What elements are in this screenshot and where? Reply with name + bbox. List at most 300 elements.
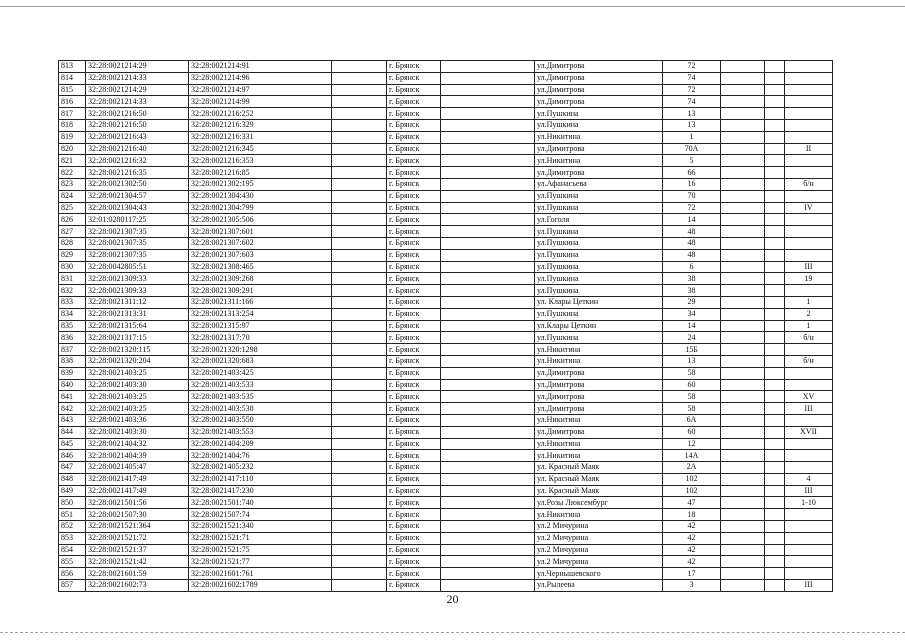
house-number-cell: 102 [663, 485, 721, 497]
land-cadastral-number-cell: 32:28:0021403:30 [86, 379, 189, 391]
table-row [59, 202, 833, 214]
blank-column-b-cell [441, 131, 535, 143]
object-cadastral-number-cell: 32:28:0021311:166 [189, 296, 332, 308]
row-number-cell: 818 [59, 119, 86, 131]
city-name-cell: г. Брянск [387, 485, 441, 497]
blank-column-c-cell [721, 131, 765, 143]
row-number-cell: 841 [59, 391, 86, 403]
blank-column-c-cell [721, 214, 765, 226]
blank-column-c-cell [721, 332, 765, 344]
city-name-cell: г. Брянск [387, 261, 441, 273]
street-name-cell: ул.Никитина [535, 344, 663, 356]
city-name-cell: г. Брянск [387, 285, 441, 297]
street-name-cell: ул.Пушкина [535, 202, 663, 214]
object-cadastral-number-cell: 32:28:0021214:91 [189, 61, 332, 73]
table-row [59, 438, 833, 450]
blank-column-d-cell [765, 320, 785, 332]
blank-column-c-cell [721, 521, 765, 533]
object-cadastral-number-cell: 32:28:0021320:683 [189, 355, 332, 367]
land-cadastral-number-cell: 32:28:0021216:50 [86, 119, 189, 131]
street-name-cell: ул.Пушкина [535, 308, 663, 320]
table-row [59, 237, 833, 249]
object-cadastral-number-cell: 32:28:0021601:761 [189, 568, 332, 580]
apartment-number-cell [785, 344, 833, 356]
house-number-cell: 74 [663, 96, 721, 108]
object-cadastral-number-cell: 32:28:0021216:353 [189, 155, 332, 167]
blank-column-c-cell [721, 473, 765, 485]
apartment-number-cell [785, 226, 833, 238]
object-cadastral-number-cell: 32:28:0021403:553 [189, 426, 332, 438]
object-cadastral-number-cell: 32:28:0021507:74 [189, 509, 332, 521]
city-name-cell: г. Брянск [387, 214, 441, 226]
table-row [59, 84, 833, 96]
table-row [59, 261, 833, 273]
row-number-cell: 836 [59, 332, 86, 344]
apartment-number-cell: III [785, 261, 833, 273]
city-name-cell: г. Брянск [387, 426, 441, 438]
blank-column-b-cell [441, 450, 535, 462]
house-number-cell: 38 [663, 285, 721, 297]
city-name-cell: г. Брянск [387, 108, 441, 120]
table-row [59, 509, 833, 521]
blank-column-a-cell [332, 462, 387, 474]
blank-column-b-cell [441, 202, 535, 214]
street-name-cell: ул.Димитрова [535, 167, 663, 179]
land-cadastral-number-cell: 32:28:0021216:50 [86, 108, 189, 120]
city-name-cell: г. Брянск [387, 521, 441, 533]
land-cadastral-number-cell: 32:28:0021309:33 [86, 273, 189, 285]
blank-column-b-cell [441, 237, 535, 249]
house-number-cell: 13 [663, 108, 721, 120]
city-name-cell: г. Брянск [387, 190, 441, 202]
object-cadastral-number-cell: 32:28:0021307:603 [189, 249, 332, 261]
row-number-cell: 827 [59, 226, 86, 238]
blank-column-c-cell [721, 155, 765, 167]
street-name-cell: ул.Клары Цеткин [535, 320, 663, 332]
blank-column-d-cell [765, 497, 785, 509]
blank-column-b-cell [441, 391, 535, 403]
house-number-cell: 13 [663, 119, 721, 131]
table-row [59, 108, 833, 120]
blank-column-a-cell [332, 155, 387, 167]
house-number-cell: 6А [663, 414, 721, 426]
blank-column-d-cell [765, 344, 785, 356]
row-number-cell: 854 [59, 544, 86, 556]
house-number-cell: 17 [663, 568, 721, 580]
blank-column-b-cell [441, 497, 535, 509]
city-name-cell: г. Брянск [387, 155, 441, 167]
object-cadastral-number-cell: 32:28:0021216:252 [189, 108, 332, 120]
house-number-cell: 38 [663, 273, 721, 285]
table-row [59, 462, 833, 474]
blank-column-b-cell [441, 96, 535, 108]
street-name-cell: ул. Красный Маяк [535, 473, 663, 485]
object-cadastral-number-cell: 32:28:0021404:209 [189, 438, 332, 450]
blank-column-c-cell [721, 367, 765, 379]
land-cadastral-number-cell: 32:28:0021307:35 [86, 249, 189, 261]
table-row [59, 485, 833, 497]
blank-column-a-cell [332, 190, 387, 202]
city-name-cell: г. Брянск [387, 509, 441, 521]
blank-column-b-cell [441, 143, 535, 155]
blank-column-d-cell [765, 190, 785, 202]
apartment-number-cell [785, 131, 833, 143]
blank-column-d-cell [765, 556, 785, 568]
house-number-cell: 14А [663, 450, 721, 462]
street-name-cell: ул.Пушкина [535, 261, 663, 273]
table-row [59, 61, 833, 73]
table-row [59, 391, 833, 403]
blank-column-c-cell [721, 261, 765, 273]
house-number-cell: 14 [663, 320, 721, 332]
blank-column-c-cell [721, 379, 765, 391]
row-number-cell: 846 [59, 450, 86, 462]
house-number-cell: 15Б [663, 344, 721, 356]
blank-column-d-cell [765, 355, 785, 367]
row-number-cell: 817 [59, 108, 86, 120]
apartment-number-cell [785, 96, 833, 108]
blank-column-a-cell [332, 509, 387, 521]
blank-column-c-cell [721, 438, 765, 450]
object-cadastral-number-cell: 32:28:0021304:430 [189, 190, 332, 202]
house-number-cell: 60 [663, 426, 721, 438]
row-number-cell: 813 [59, 61, 86, 73]
house-number-cell: 24 [663, 332, 721, 344]
city-name-cell: г. Брянск [387, 202, 441, 214]
land-cadastral-number-cell: 32:28:0021216:35 [86, 167, 189, 179]
land-cadastral-number-cell: 32:28:0021403:25 [86, 391, 189, 403]
blank-column-a-cell [332, 344, 387, 356]
blank-column-b-cell [441, 190, 535, 202]
row-number-cell: 851 [59, 509, 86, 521]
land-cadastral-number-cell: 32:28:0021302:50 [86, 178, 189, 190]
apartment-number-cell: 1 [785, 296, 833, 308]
apartment-number-cell [785, 414, 833, 426]
blank-column-a-cell [332, 332, 387, 344]
apartment-number-cell [785, 509, 833, 521]
apartment-number-cell: 2 [785, 308, 833, 320]
apartment-number-cell [785, 450, 833, 462]
blank-column-d-cell [765, 462, 785, 474]
apartment-number-cell [785, 72, 833, 84]
apartment-number-cell: 1-10 [785, 497, 833, 509]
house-number-cell: 48 [663, 226, 721, 238]
city-name-cell: г. Брянск [387, 344, 441, 356]
table-row [59, 96, 833, 108]
city-name-cell: г. Брянск [387, 237, 441, 249]
blank-column-c-cell [721, 320, 765, 332]
street-name-cell: ул. Красный Маяк [535, 462, 663, 474]
blank-column-c-cell [721, 108, 765, 120]
apartment-number-cell [785, 544, 833, 556]
object-cadastral-number-cell: 32:28:0021417:110 [189, 473, 332, 485]
row-number-cell: 844 [59, 426, 86, 438]
row-number-cell: 824 [59, 190, 86, 202]
row-number-cell: 830 [59, 261, 86, 273]
street-name-cell: ул.Димитрова [535, 426, 663, 438]
table-row [59, 131, 833, 143]
street-name-cell: ул.Никитина [535, 438, 663, 450]
city-name-cell: г. Брянск [387, 72, 441, 84]
city-name-cell: г. Брянск [387, 61, 441, 73]
object-cadastral-number-cell: 32:28:0021307:602 [189, 237, 332, 249]
house-number-cell: 34 [663, 308, 721, 320]
house-number-cell: 102 [663, 473, 721, 485]
blank-column-c-cell [721, 509, 765, 521]
street-name-cell: ул.Димитрова [535, 72, 663, 84]
blank-column-b-cell [441, 119, 535, 131]
table-row [59, 568, 833, 580]
row-number-cell: 834 [59, 308, 86, 320]
row-number-cell: 850 [59, 497, 86, 509]
city-name-cell: г. Брянск [387, 320, 441, 332]
apartment-number-cell [785, 367, 833, 379]
blank-column-b-cell [441, 379, 535, 391]
land-cadastral-number-cell: 32:28:0021214:33 [86, 96, 189, 108]
blank-column-a-cell [332, 320, 387, 332]
object-cadastral-number-cell: 32:28:0021216:345 [189, 143, 332, 155]
blank-column-c-cell [721, 391, 765, 403]
blank-column-c-cell [721, 178, 765, 190]
house-number-cell: 48 [663, 237, 721, 249]
row-number-cell: 856 [59, 568, 86, 580]
row-number-cell: 840 [59, 379, 86, 391]
row-number-cell: 845 [59, 438, 86, 450]
blank-column-a-cell [332, 426, 387, 438]
land-cadastral-number-cell: 32:28:0021601:59 [86, 568, 189, 580]
row-number-cell: 821 [59, 155, 86, 167]
city-name-cell: г. Брянск [387, 414, 441, 426]
table-row [59, 72, 833, 84]
land-cadastral-number-cell: 32:28:0021320:115 [86, 344, 189, 356]
land-cadastral-number-cell: 32:28:0021403:36 [86, 414, 189, 426]
blank-column-a-cell [332, 580, 387, 592]
table-row [59, 249, 833, 261]
blank-column-b-cell [441, 84, 535, 96]
blank-column-b-cell [441, 249, 535, 261]
row-number-cell: 842 [59, 403, 86, 415]
apartment-number-cell [785, 285, 833, 297]
object-cadastral-number-cell: 32:28:0021214:97 [189, 84, 332, 96]
blank-column-a-cell [332, 379, 387, 391]
blank-column-a-cell [332, 202, 387, 214]
blank-column-a-cell [332, 261, 387, 273]
street-name-cell: ул.Пушкина [535, 285, 663, 297]
blank-column-d-cell [765, 143, 785, 155]
blank-column-a-cell [332, 414, 387, 426]
house-number-cell: 58 [663, 367, 721, 379]
city-name-cell: г. Брянск [387, 391, 441, 403]
blank-column-a-cell [332, 96, 387, 108]
land-cadastral-number-cell: 32:28:0021304:43 [86, 202, 189, 214]
land-cadastral-number-cell: 32:28:0021403:25 [86, 403, 189, 415]
table-row [59, 521, 833, 533]
blank-column-b-cell [441, 72, 535, 84]
blank-column-c-cell [721, 84, 765, 96]
blank-column-c-cell [721, 462, 765, 474]
apartment-number-cell [785, 249, 833, 261]
city-name-cell: г. Брянск [387, 332, 441, 344]
house-number-cell: 72 [663, 61, 721, 73]
blank-column-c-cell [721, 167, 765, 179]
house-number-cell: 42 [663, 521, 721, 533]
city-name-cell: г. Брянск [387, 178, 441, 190]
land-cadastral-number-cell: 32:28:0021307:35 [86, 237, 189, 249]
row-number-cell: 849 [59, 485, 86, 497]
blank-column-b-cell [441, 285, 535, 297]
street-name-cell: ул.Пушкина [535, 190, 663, 202]
blank-column-a-cell [332, 568, 387, 580]
house-number-cell: 74 [663, 72, 721, 84]
row-number-cell: 826 [59, 214, 86, 226]
house-number-cell: 48 [663, 249, 721, 261]
blank-column-c-cell [721, 544, 765, 556]
blank-column-a-cell [332, 131, 387, 143]
city-name-cell: г. Брянск [387, 226, 441, 238]
blank-column-c-cell [721, 190, 765, 202]
table-row [59, 178, 833, 190]
table-row [59, 544, 833, 556]
land-cadastral-number-cell: 32:01:0280117:25 [86, 214, 189, 226]
table-row [59, 332, 833, 344]
blank-column-d-cell [765, 332, 785, 344]
land-cadastral-number-cell: 32:28:0021417:49 [86, 485, 189, 497]
city-name-cell: г. Брянск [387, 167, 441, 179]
blank-column-b-cell [441, 155, 535, 167]
city-name-cell: г. Брянск [387, 296, 441, 308]
blank-column-b-cell [441, 438, 535, 450]
blank-column-a-cell [332, 296, 387, 308]
apartment-number-cell: IV [785, 202, 833, 214]
city-name-cell: г. Брянск [387, 450, 441, 462]
blank-column-d-cell [765, 61, 785, 73]
land-cadastral-number-cell: 32:28:0021214:33 [86, 72, 189, 84]
blank-column-d-cell [765, 285, 785, 297]
table-row [59, 119, 833, 131]
object-cadastral-number-cell: 32:28:0021216:85 [189, 167, 332, 179]
apartment-number-cell [785, 119, 833, 131]
apartment-number-cell: II [785, 143, 833, 155]
blank-column-b-cell [441, 367, 535, 379]
apartment-number-cell [785, 237, 833, 249]
table-row [59, 344, 833, 356]
city-name-cell: г. Брянск [387, 249, 441, 261]
object-cadastral-number-cell: 32:28:0021304:799 [189, 202, 332, 214]
object-cadastral-number-cell: 32:28:0021501:740 [189, 497, 332, 509]
blank-column-b-cell [441, 214, 535, 226]
land-cadastral-number-cell: 32:28:0021320:204 [86, 355, 189, 367]
street-name-cell: ул.Димитрова [535, 391, 663, 403]
blank-column-b-cell [441, 414, 535, 426]
blank-column-c-cell [721, 344, 765, 356]
land-cadastral-number-cell: 32:28:0042805:51 [86, 261, 189, 273]
table-row [59, 473, 833, 485]
cadastral-register-table [58, 60, 833, 592]
blank-column-a-cell [332, 108, 387, 120]
land-cadastral-number-cell: 32:28:0021521:42 [86, 556, 189, 568]
row-number-cell: 857 [59, 580, 86, 592]
blank-column-b-cell [441, 61, 535, 73]
row-number-cell: 855 [59, 556, 86, 568]
blank-column-b-cell [441, 532, 535, 544]
street-name-cell: ул.Никитина [535, 155, 663, 167]
house-number-cell: 16 [663, 178, 721, 190]
blank-column-b-cell [441, 426, 535, 438]
blank-column-b-cell [441, 355, 535, 367]
blank-column-d-cell [765, 178, 785, 190]
city-name-cell: г. Брянск [387, 403, 441, 415]
object-cadastral-number-cell: 32:28:0021315:97 [189, 320, 332, 332]
city-name-cell: г. Брянск [387, 308, 441, 320]
street-name-cell: ул.2 Мичурина [535, 532, 663, 544]
row-number-cell: 832 [59, 285, 86, 297]
street-name-cell: ул.Чернышевского [535, 568, 663, 580]
city-name-cell: г. Брянск [387, 497, 441, 509]
blank-column-c-cell [721, 568, 765, 580]
blank-column-b-cell [441, 580, 535, 592]
street-name-cell: ул.2 Мичурина [535, 521, 663, 533]
land-cadastral-number-cell: 32:28:0021313:31 [86, 308, 189, 320]
street-name-cell: ул.Димитрова [535, 379, 663, 391]
blank-column-a-cell [332, 556, 387, 568]
table-row [59, 532, 833, 544]
table-row [59, 214, 833, 226]
table-row [59, 367, 833, 379]
blank-column-c-cell [721, 237, 765, 249]
blank-column-c-cell [721, 355, 765, 367]
table-row [59, 450, 833, 462]
object-cadastral-number-cell: 32:28:0021521:77 [189, 556, 332, 568]
land-cadastral-number-cell: 32:28:0021216:43 [86, 131, 189, 143]
city-name-cell: г. Брянск [387, 367, 441, 379]
apartment-number-cell [785, 568, 833, 580]
row-number-cell: 839 [59, 367, 86, 379]
blank-column-d-cell [765, 108, 785, 120]
blank-column-d-cell [765, 544, 785, 556]
apartment-number-cell [785, 190, 833, 202]
blank-column-a-cell [332, 72, 387, 84]
city-name-cell: г. Брянск [387, 438, 441, 450]
street-name-cell: ул.Розы Люксембург [535, 497, 663, 509]
blank-column-d-cell [765, 391, 785, 403]
blank-column-d-cell [765, 485, 785, 497]
blank-column-a-cell [332, 143, 387, 155]
blank-column-c-cell [721, 249, 765, 261]
blank-column-c-cell [721, 285, 765, 297]
object-cadastral-number-cell: 32:28:0021403:425 [189, 367, 332, 379]
land-cadastral-number-cell: 32:28:0021521:364 [86, 521, 189, 533]
table-row [59, 426, 833, 438]
table-row [59, 379, 833, 391]
apartment-number-cell: б/н [785, 178, 833, 190]
top-scan-rule [0, 6, 905, 7]
object-cadastral-number-cell: 32:28:0021602:1789 [189, 580, 332, 592]
row-number-cell: 848 [59, 473, 86, 485]
city-name-cell: г. Брянск [387, 119, 441, 131]
row-number-cell: 822 [59, 167, 86, 179]
row-number-cell: 847 [59, 462, 86, 474]
blank-column-b-cell [441, 521, 535, 533]
apartment-number-cell: б/н [785, 332, 833, 344]
apartment-number-cell: б/н [785, 355, 833, 367]
blank-column-d-cell [765, 367, 785, 379]
street-name-cell: ул.Пушкина [535, 249, 663, 261]
street-name-cell: ул.Пушкина [535, 119, 663, 131]
house-number-cell: 42 [663, 532, 721, 544]
blank-column-c-cell [721, 403, 765, 415]
street-name-cell: ул.Рылеева [535, 580, 663, 592]
object-cadastral-number-cell: 32:28:0021305:506 [189, 214, 332, 226]
